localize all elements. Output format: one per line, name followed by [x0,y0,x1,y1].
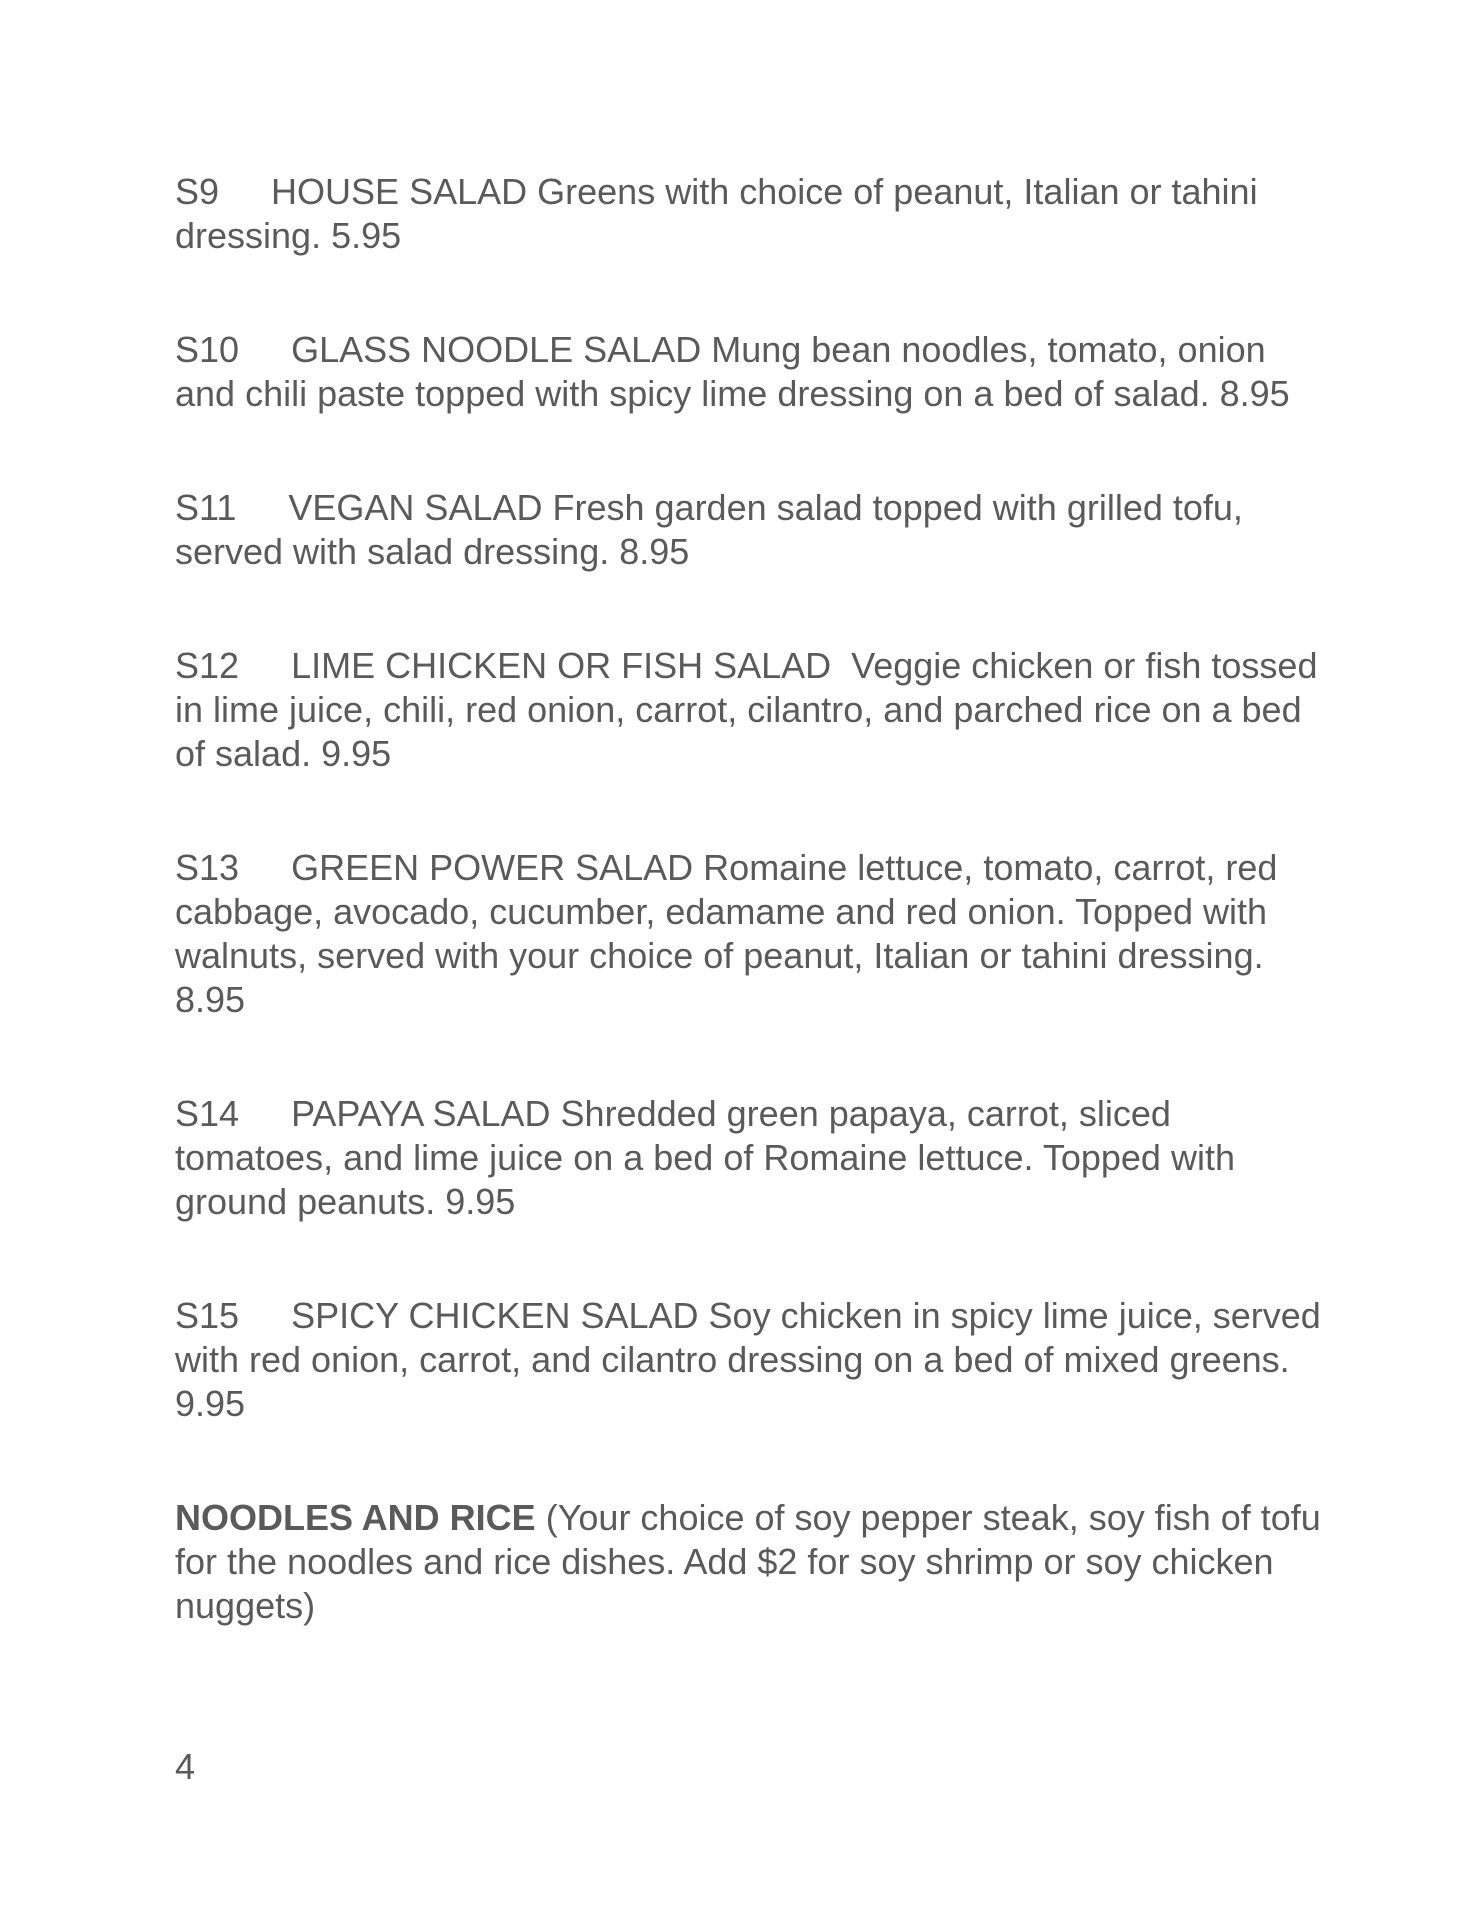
item-price: 8.95 [175,979,246,1020]
item-description: Mung bean noodles, tomato, onion and chili paste topped with spicy lime dressing on a bed of salad. [175,329,1276,414]
menu-item-s9 [175,170,1325,258]
item-description: Romaine lettuce, tomato, carrot, red cabbage, avocado, cucumber, edamame and red onion. Topped with walnuts, served with your choice of peanut, Italian or tahini dressing. [175,847,1288,976]
menu-item-s12 [175,644,1328,776]
menu-items-list [175,170,1331,1698]
item-code: S11 [175,487,237,528]
menu-item-s15 [175,1294,1331,1426]
item-price: 9.95 [445,1181,516,1222]
menu-item-s11 [175,486,1325,574]
item-title: SPICY CHICKEN SALAD [291,1295,699,1336]
section-heading: NOODLES AND RICE [175,1497,536,1538]
item-title: HOUSE SALAD [271,171,528,212]
item-title: GREEN POWER SALAD [291,847,694,888]
page-number: 4 [175,1746,196,1787]
item-price: 9.95 [321,733,392,774]
noodles-and-rice-section [175,1496,1331,1628]
item-price: 8.95 [619,531,690,572]
item-price: 8.95 [1219,373,1290,414]
item-code: S15 [175,1295,240,1336]
item-code: S12 [175,645,240,686]
item-description: Shredded green papaya, carrot, sliced tomatoes, and lime juice on a bed of Romaine lettuce. Topped with ground peanuts. [175,1093,1245,1222]
item-title: GLASS NOODLE SALAD [291,329,702,370]
item-title: LIME CHICKEN OR FISH SALAD [291,645,832,686]
item-price: 9.95 [175,1383,246,1424]
item-code: S9 [175,171,220,212]
item-description: Fresh garden salad topped with grilled tofu, served with salad dressing. [175,487,1253,572]
item-description: Greens with choice of peanut, Italian or tahini dressing. [175,171,1268,256]
section-note: (Your choice of soy pepper steak, soy fish of tofu for the noodles and rice dishes. Add $2 for soy shrimp or soy chicken nuggets) [175,1497,1331,1626]
item-code: S13 [175,847,240,888]
menu-item-s10 [175,328,1325,416]
item-title: PAPAYA SALAD [291,1093,551,1134]
item-title: VEGAN SALAD [288,487,543,528]
item-price: 5.95 [331,215,402,256]
item-code: S10 [175,329,240,370]
menu-item-s13 [175,846,1325,1022]
item-description: Veggie chicken or fish tossed in lime juice, chili, red onion, carrot, cilantro, and parched rice on a bed of salad. [175,645,1328,774]
menu-item-s14 [175,1092,1325,1224]
item-description: Soy chicken in spicy lime juice, served with red onion, carrot, and cilantro dressing on a bed of mixed greens. [175,1295,1331,1380]
item-code: S14 [175,1093,240,1134]
